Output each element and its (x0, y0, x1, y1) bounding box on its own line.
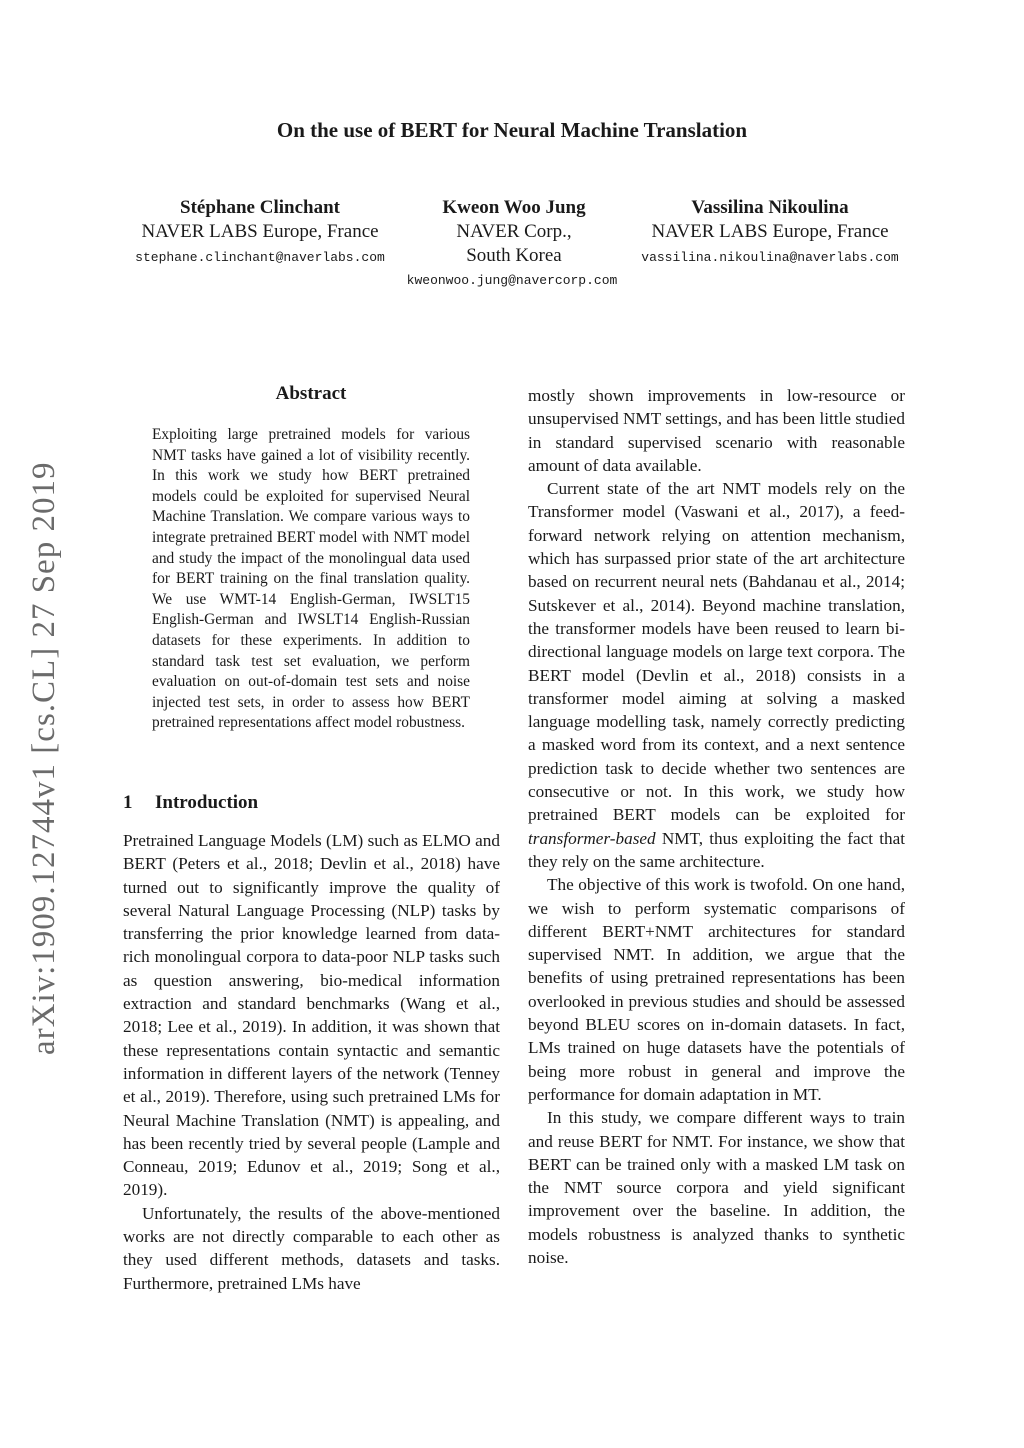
paragraph-text: Current state of the art NMT models rely on the Transformer model (Vaswani et al., 2017), a feed-forward network relying on attention mechanism, which has surpassed prior state of the art architecture based on recurrent neural nets (Bahdanau et al., 2014; Sutskever et al., 2014). Beyond machine translation, the transformer models have been reused to learn bi-directional language models on large text corpora. The BERT model (Devlin et al., 2018) consists in a transformer model aiming at solving a masked language modelling task, namely correctly predicting a masked word from its context, and a next sentence prediction task to decide whether two sentences are consecutive or not. In this work, we study how pretrained BERT models can be exploited for (528, 479, 905, 825)
paragraph-text: NMT, thus exploiting the fact that they rely on the same architecture. (528, 828, 905, 871)
section-number: 1 (123, 792, 133, 813)
paper-title: On the use of BERT for Neural Machine Translation (276, 118, 748, 142)
author-block (100, 196, 420, 270)
author-email[interactable]: kweonwoo.jung@navercorp.com (406, 273, 618, 288)
author-name: Vassilina Nikoulina (691, 197, 849, 218)
paragraph: Unfortunately, the results of the above-mentioned works are not directly comparable to each other as they used different methods, datasets and tasks. Furthermore, pretrained LMs have (123, 1203, 500, 1293)
abstract-text: Exploiting large pretrained models for various NMT tasks have gained a lot of visibility recently. In this work we study how BERT pretrained models could be exploited for supervised Neural Machine Translation. We compare various ways to integrate pretrained BERT model with NMT model and study the impact of the monolingual data used for BERT training on the final translation quality. We use WMT-14 English-German, IWSLT15 English-German and IWSLT14 English-Russian datasets for these experiments. In addition to standard task test set evaluation, we perform evaluation on out-of-domain test sets and noise injected test sets, in order to assess how BERT pretrained representations affect model robustness. (152, 426, 470, 732)
author-email[interactable]: stephane.clinchant@naverlabs.com (135, 250, 385, 265)
abstract-heading: Abstract (275, 383, 347, 404)
right-column (528, 384, 905, 1269)
paragraph (528, 477, 905, 873)
author-name: Kweon Woo Jung (442, 197, 586, 218)
section-heading (123, 792, 503, 814)
paragraph: The objective of this work is twofold. On one hand, we wish to perform systematic comparisons of different BERT+NMT architectures for standard supervised NMT. In addition, we argue that the benefits of using pretrained representations has been overlooked in previous studies and should be assessed beyond BLEU scores on in-domain datasets. In fact, LMs trained on huge datasets have the potentials of being more robust in general and improve the performance for domain adaptation in MT. (528, 875, 905, 1104)
author-affiliation: NAVER Corp., (456, 221, 572, 242)
author-block (404, 196, 624, 268)
paragraph: Pretrained Language Models (LM) such as ELMO and BERT (Peters et al., 2018; Devlin et al., 2018) have turned out to significantly improve the quality of several Natural Language Processing (NLP) tasks by transferring the prior knowledge learned from data-rich monolingual corpora to data-poor NLP tasks such as question answering, bio-medical information extraction and standard benchmarks (Wang et al., 2018; Lee et al., 2019). In addition, it was shown that these representations contain syntactic and semantic information in different layers of the network (Tenney et al., 2019). Therefore, using such pretrained LMs for Neural Machine Translation (NMT) is appealing, and has been recently tried by several people (Lample and Conneau, 2019; Edunov et al., 2019; Song et al., 2019). (123, 831, 500, 1200)
paragraph: mostly shown improvements in low-resource or unsupervised NMT settings, and has been little studied in standard supervised scenario with reasonable amount of data available. (528, 386, 905, 475)
arxiv-stamp: arXiv:1909.12744v1 [cs.CL] 27 Sep 2019 (26, 461, 62, 1055)
left-column (123, 829, 500, 1295)
section-title: Introduction (155, 792, 259, 813)
author-block (600, 196, 940, 270)
author-affiliation-country: South Korea (466, 245, 562, 266)
paragraph: In this study, we compare different ways to train and reuse BERT for NMT. For instance, we show that BERT can be trained only with a masked LM task on the NMT source corpora and yield significant improvement over the baseline. In addition, the models robustness is analyzed thanks to synthetic noise. (528, 1108, 905, 1267)
author-affiliation: NAVER LABS Europe, France (141, 221, 379, 242)
emphasized-text: transformer-based (528, 828, 656, 848)
author-email[interactable]: vassilina.nikoulina@naverlabs.com (641, 250, 899, 265)
author-affiliation: NAVER LABS Europe, France (651, 221, 889, 242)
author-name: Stéphane Clinchant (180, 197, 340, 218)
